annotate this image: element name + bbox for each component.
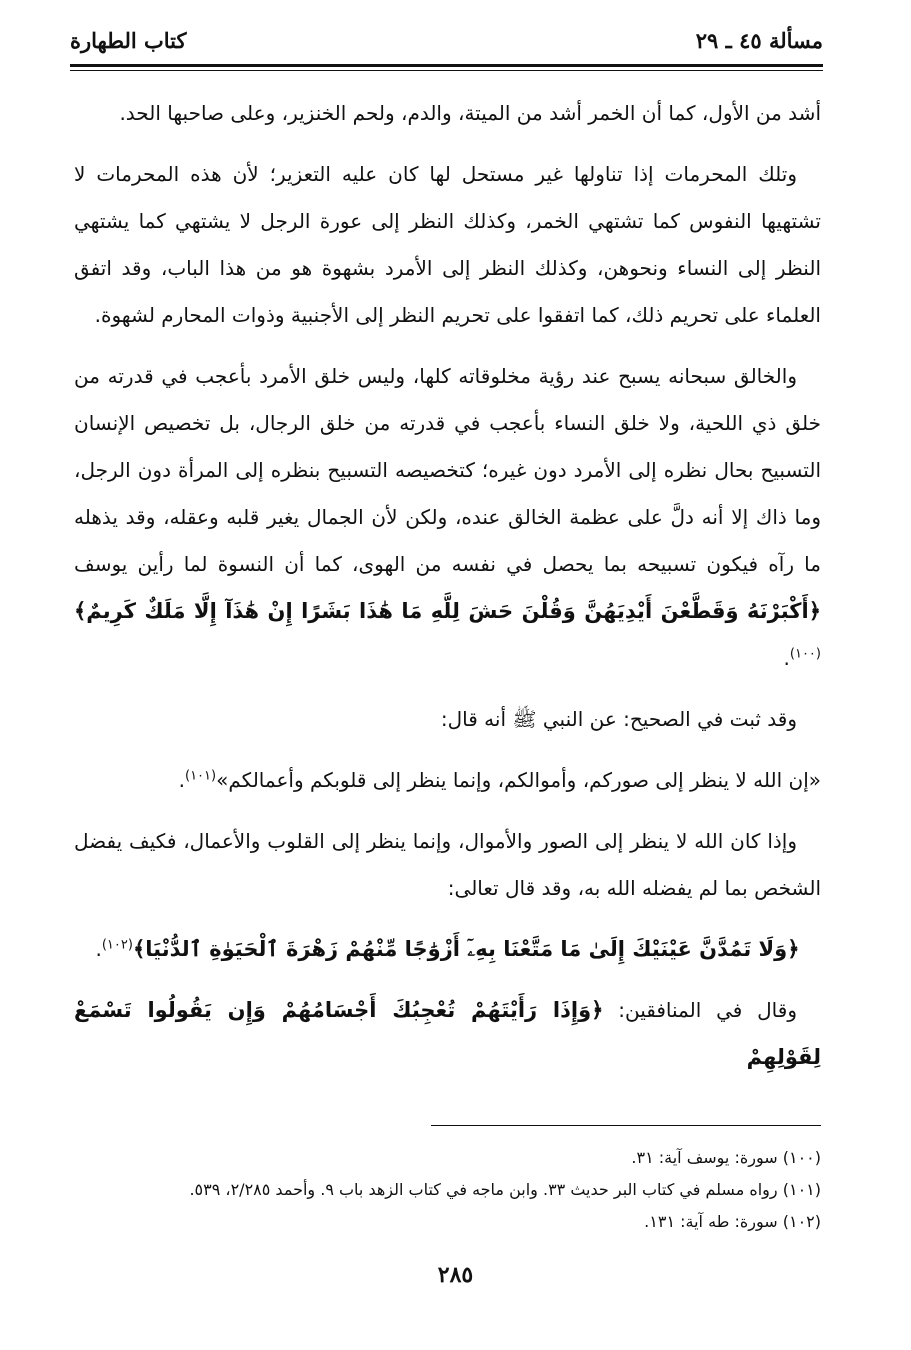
footnote-100: (١٠٠) سورة: يوسف آية: ٣١. <box>631 1148 821 1167</box>
paragraph-3-text: والخالق سبحانه يسبح عند رؤية مخلوقاته كلها، وليس خلق الأمرد بأعجب في قدرته من خلق ذي اللحية، ولا خلق النساء بأعجب في قدرته من خلق الرجال، بل تخصيص الإنسان التسبيح بحال نظره إلى الأمرد دون غيره؛ كتخصيصه التسبيح بنظره إلى المرأة دون الرجل، وما ذاك إلا أنه دلَّ على عظمة الخالق عنده، ولكن لأن الجمال يغير قلبه وعقله، وقد يذهله ما رآه فيكون تسبيحه بما يحصل في نفسه من الهوى، كما أن النسوة لما رأين يوسف <box>74 364 821 576</box>
paragraph-4: وقد ثبت في الصحيح: عن النبي ﷺ أنه قال: <box>440 707 797 731</box>
paragraph-3-end: . <box>783 646 790 670</box>
header-rule-thick <box>70 64 823 67</box>
running-header <box>70 22 823 60</box>
paragraph-7-verse <box>74 926 821 973</box>
paragraph-6: وإذا كان الله لا ينظر إلى الصور والأموال، وإنما ينظر إلى القلوب والأعمال، فكيف يفضل الشخص بما لم يفضله الله به، وقد قال تعالى: <box>74 829 821 900</box>
paragraph-1: أشد من الأول، كما أن الخمر أشد من الميتة، والدم، ولحم الخنزير، وعلى صاحبها الحد. <box>119 101 821 125</box>
footnote-separator <box>431 1125 821 1126</box>
paragraph-7-end: . <box>95 937 102 961</box>
quran-verse-taha: ﴿وَلَا تَمُدَّنَّ عَيْنَيْكَ إِلَىٰ مَا مَتَّعْنَا بِهِۦٓ أَزْوَٰجًا مِّنْهُمْ زَهْرَةَ ٱلْحَيَوٰةِ ٱلدُّنْيَا﴾ <box>132 937 800 961</box>
header-book-title: كتاب الطهارة <box>70 28 187 53</box>
paragraph-5-hadith <box>74 757 821 804</box>
footnote-ref-102: (١٠٢) <box>101 937 133 953</box>
body-text <box>74 90 821 1095</box>
paragraph-2: وتلك المحرمات إذا تناولها غير مستحل لها كان عليه التعزير؛ لأن هذه المحرمات لا تشتهيها النفوس كما تشتهي الخمر، وكذلك النظر إلى عورة الرجل لا يشتهي كما يشتهي النظر إلى النساء ونحوهن، وكذلك النظر إلى الأمرد بشهوة هو من هذا الباب، وقد اتفق العلماء على تحريم ذلك، كما اتفقوا على تحريم النظر إلى الأجنبية وذوات المحارم لشهوة. <box>74 162 821 327</box>
footnote-ref-100: (١٠٠) <box>789 646 821 662</box>
header-rule-thin <box>70 70 823 71</box>
footnote-ref-101: (١٠١) <box>185 768 217 784</box>
quran-verse-munafiqun: ﴿وَإِذَا رَأَيْتَهُمْ تُعْجِبُكَ أَجْسَامُهُمْ وَإِن يَقُولُوا تَسْمَعْ لِقَوْلِهِمْ <box>74 998 821 1069</box>
footnote-101: (١٠١) رواه مسلم في كتاب البر حديث ٣٣. وابن ماجه في كتاب الزهد باب ٩. وأحمد ٢/٢٨٥، ٥٣٩. <box>189 1180 821 1199</box>
header-section: مسألة ٤٥ ـ ٢٩ <box>695 28 823 53</box>
quran-verse-yusuf: ﴿أَكْبَرْنَهُ وَقَطَّعْنَ أَيْدِيَهُنَّ وَقُلْنَ حَشَ لِلَّهِ مَا هَٰذَا بَشَرًا إِنْ هَٰذَآ إِلَّا مَلَكٌ كَرِيمٌ﴾ <box>74 599 821 623</box>
footnote-102: (١٠٢) سورة: طه آية: ١٣١. <box>644 1212 821 1231</box>
footnotes <box>74 1142 821 1238</box>
hadith-text: «إن الله لا ينظر إلى صوركم، وأموالكم، وإنما ينظر إلى قلوبكم وأعمالكم» <box>216 768 821 792</box>
page-number: ٢٨٥ <box>437 1262 474 1288</box>
paragraph-3 <box>74 353 821 682</box>
paragraph-8-text: وقال في المنافقين: <box>603 998 797 1022</box>
paragraph-8 <box>74 987 821 1081</box>
paragraph-5-end: . <box>178 768 185 792</box>
